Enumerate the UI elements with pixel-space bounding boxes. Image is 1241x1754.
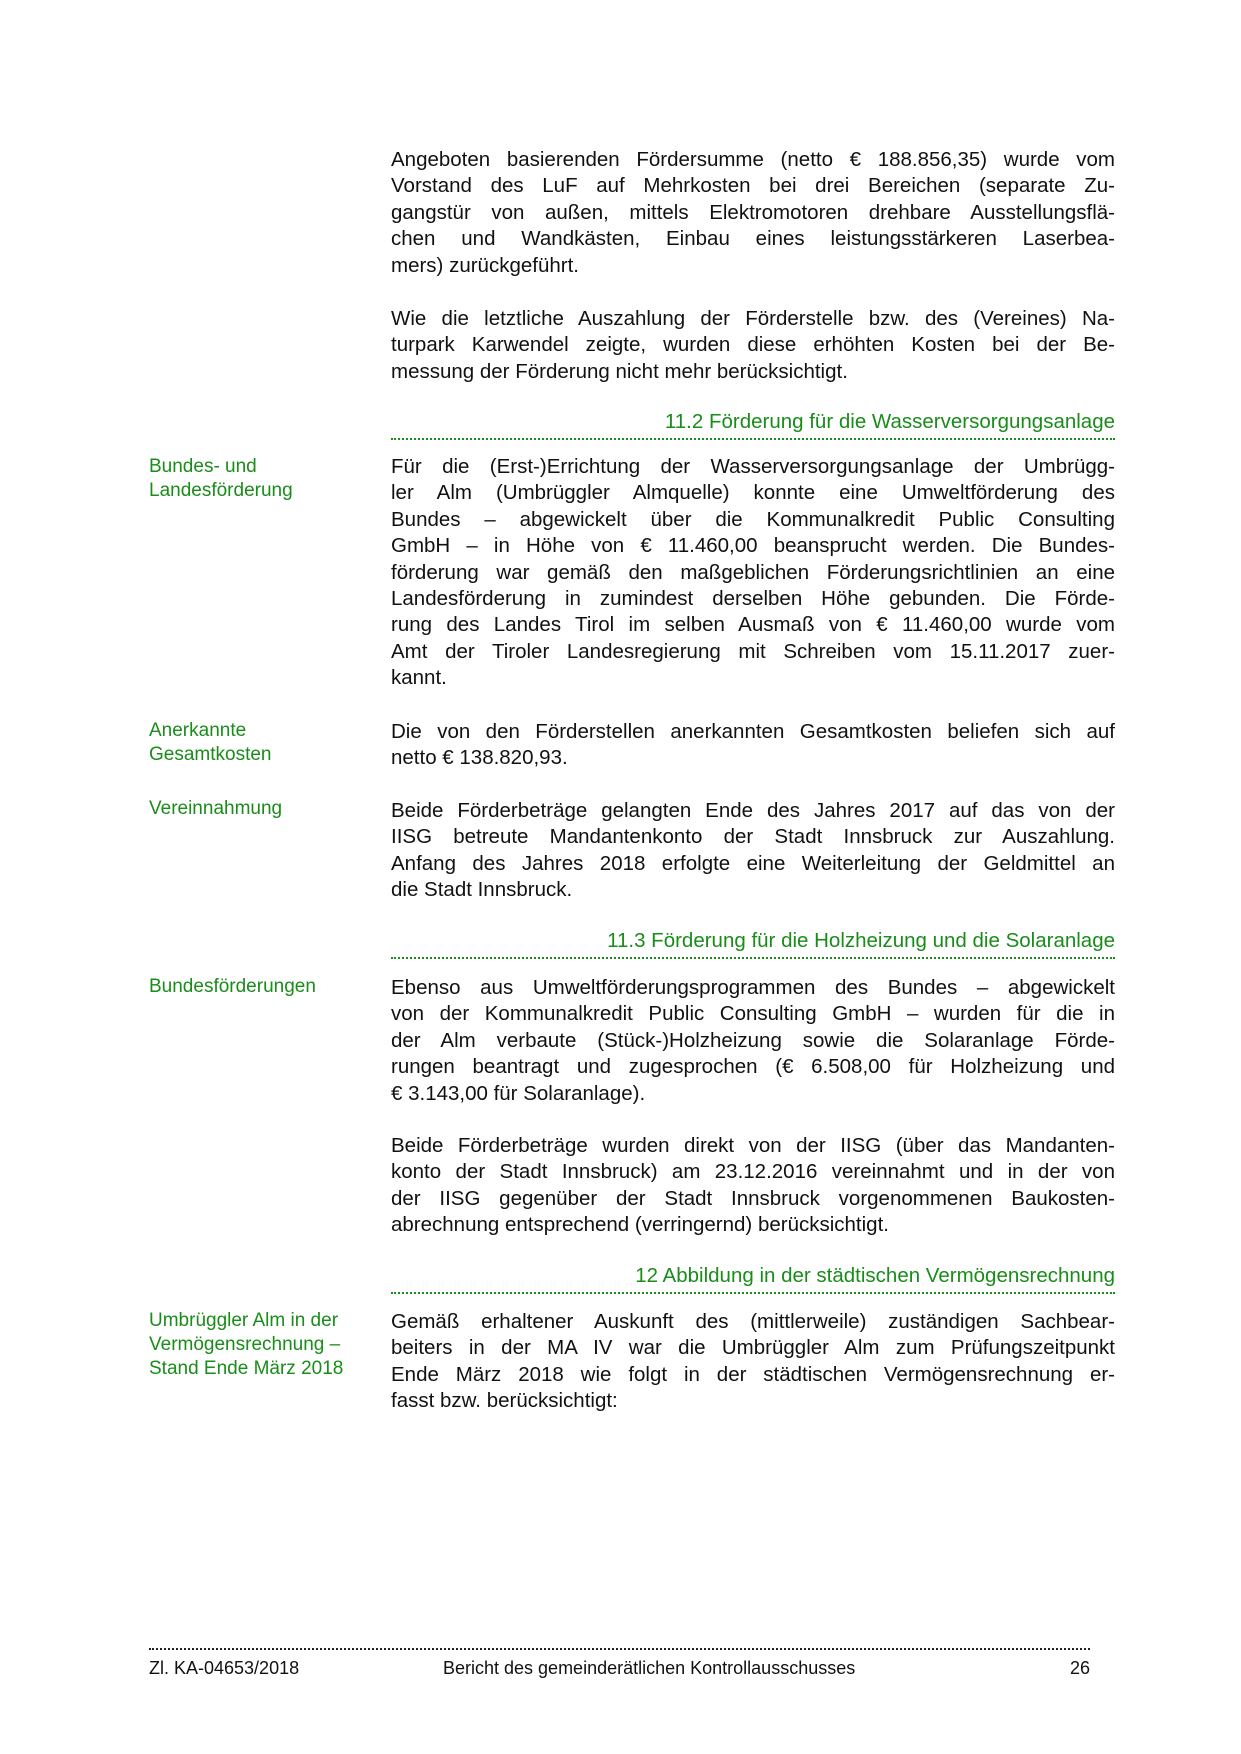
text-line: kannt. — [391, 666, 447, 690]
text-line: Landesförderung in zumindest derselben Höhe gebunden. Die Förde- — [391, 586, 1115, 610]
text-line: Anfang des Jahres 2018 erfolgte eine Weiterleitung der Geldmittel an — [391, 851, 1115, 875]
margin-label-vermoegensrechnung — [149, 1309, 379, 1381]
text-line: abrechnung entsprechend (verringernd) berücksichtigt. — [391, 1213, 889, 1237]
text-line: chen und Wandkästen, Einbau eines leistungsstärkeren Laserbea- — [391, 227, 1115, 251]
margin-label-line: Anerkannte — [149, 720, 247, 741]
text-line: IISG betreute Mandantenkonto der Stadt Innsbruck zur Auszahlung. — [391, 825, 1115, 849]
margin-label-line: Vermögensrechnung – — [149, 1334, 341, 1355]
text-line: rungen beantragt und zugesprochen (€ 6.508,00 für Holzheizung und — [391, 1055, 1115, 1079]
text-line: netto € 138.820,93. — [391, 746, 568, 770]
margin-label-vereinnahmung — [149, 797, 379, 821]
margin-label-line: Bundes- und — [149, 456, 257, 477]
margin-label-line: Stand Ende März 2018 — [149, 1358, 344, 1379]
text-line: von der Kommunalkredit Public Consulting GmbH – wurden für die in — [391, 1002, 1115, 1026]
text-line: mers) zurückgeführt. — [391, 253, 579, 277]
paragraph — [391, 454, 1115, 692]
margin-label-anerkannte-gesamtkosten — [149, 719, 379, 767]
text-line: Ebenso aus Umweltförderungsprogrammen des Bundes – abgewickelt — [391, 976, 1115, 999]
text-line: der Alm verbaute (Stück-)Holzheizung sowie die Solaranlage Förde- — [391, 1028, 1115, 1052]
margin-label-line: Landesförderung — [149, 480, 293, 501]
paragraph — [391, 147, 1115, 279]
text-line: Für die (Erst-)Errichtung der Wasserversorgungsanlage der Umbrügg- — [391, 455, 1115, 478]
footer-reference: Zl. KA-04653/2018 — [149, 1658, 300, 1678]
text-line: € 3.143,00 für Solaranlage). — [391, 1081, 646, 1105]
text-line: der IISG gegenüber der Stadt Innsbruck vorgenommenen Baukosten- — [391, 1186, 1115, 1210]
text-line: die Stadt Innsbruck. — [391, 878, 573, 902]
paragraph — [391, 1133, 1115, 1239]
text-line: Die von den Förderstellen anerkannten Gesamtkosten beliefen sich auf — [391, 720, 1115, 743]
footer-title: Bericht des gemeinderätlichen Kontrollausschusses — [443, 1658, 856, 1678]
text-line: beiters in der MA IV war die Umbrüggler Alm zum Prüfungszeitpunkt — [391, 1336, 1115, 1360]
margin-label-line: Bundesförderungen — [149, 976, 316, 997]
section-heading-11-3: 11.3 Förderung für die Holzheizung und die Solaranlage — [391, 928, 1115, 959]
page-number: 26 — [1069, 1658, 1090, 1678]
text-line: Gemäß erhaltener Auskunft des (mittlerweile) zuständigen Sachbear- — [391, 1310, 1115, 1333]
text-line: Bundes – abgewickelt über die Kommunalkredit Public Consulting — [391, 507, 1115, 531]
paragraph — [391, 798, 1115, 904]
text-line: turpark Karwendel zeigte, wurden diese erhöhten Kosten bei der Be- — [391, 333, 1115, 357]
text-line: Amt der Tiroler Landesregierung mit Schreiben vom 15.11.2017 zuer- — [391, 639, 1115, 663]
section-heading-12: 12 Abbildung in der städtischen Vermögensrechnung — [391, 1263, 1115, 1294]
text-line: gangstür von außen, mittels Elektromotoren drehbare Ausstellungsflä- — [391, 200, 1115, 224]
margin-label-line: Umbrüggler Alm in der — [149, 1310, 339, 1331]
paragraph — [391, 1309, 1115, 1415]
text-line: Beide Förderbeträge wurden direkt von der IISG (über das Mandanten- — [391, 1134, 1115, 1157]
paragraph — [391, 306, 1115, 385]
text-line: Vorstand des LuF auf Mehrkosten bei drei Bereichen (separate Zu- — [391, 174, 1115, 198]
text-line: Angeboten basierenden Fördersumme (netto € 188.856,35) wurde vom — [391, 148, 1115, 171]
margin-label-line: Vereinnahmung — [149, 798, 283, 819]
text-line: Ende März 2018 wie folgt in der städtischen Vermögensrechnung er- — [391, 1362, 1115, 1386]
paragraph — [391, 719, 1115, 772]
text-line: messung der Förderung nicht mehr berücksichtigt. — [391, 359, 848, 383]
section-heading-11-2: 11.2 Förderung für die Wasserversorgungsanlage — [391, 409, 1115, 440]
margin-label-bundesfoerderungen — [149, 975, 379, 999]
text-line: rung des Landes Tirol im selben Ausmaß von € 11.460,00 wurde vom — [391, 613, 1115, 637]
text-line: Beide Förderbeträge gelangten Ende des Jahres 2017 auf das von der — [391, 799, 1115, 822]
paragraph — [391, 975, 1115, 1107]
margin-label-line: Gesamtkosten — [149, 744, 272, 765]
text-line: ler Alm (Umbrüggler Almquelle) konnte eine Umweltförderung des — [391, 481, 1115, 505]
text-line: Wie die letztliche Auszahlung der Förderstelle bzw. des (Vereines) Na- — [391, 307, 1115, 330]
margin-label-bundes-landesfoerderung — [149, 455, 379, 503]
text-line: förderung war gemäß den maßgeblichen Förderungsrichtlinien an eine — [391, 560, 1115, 584]
text-line: fasst bzw. berücksichtigt: — [391, 1389, 618, 1413]
text-line: GmbH – in Höhe von € 11.460,00 beansprucht werden. Die Bundes- — [391, 534, 1115, 558]
text-line: konto der Stadt Innsbruck) am 23.12.2016 vereinnahmt und in der von — [391, 1160, 1115, 1184]
footer-divider — [149, 1648, 1090, 1650]
